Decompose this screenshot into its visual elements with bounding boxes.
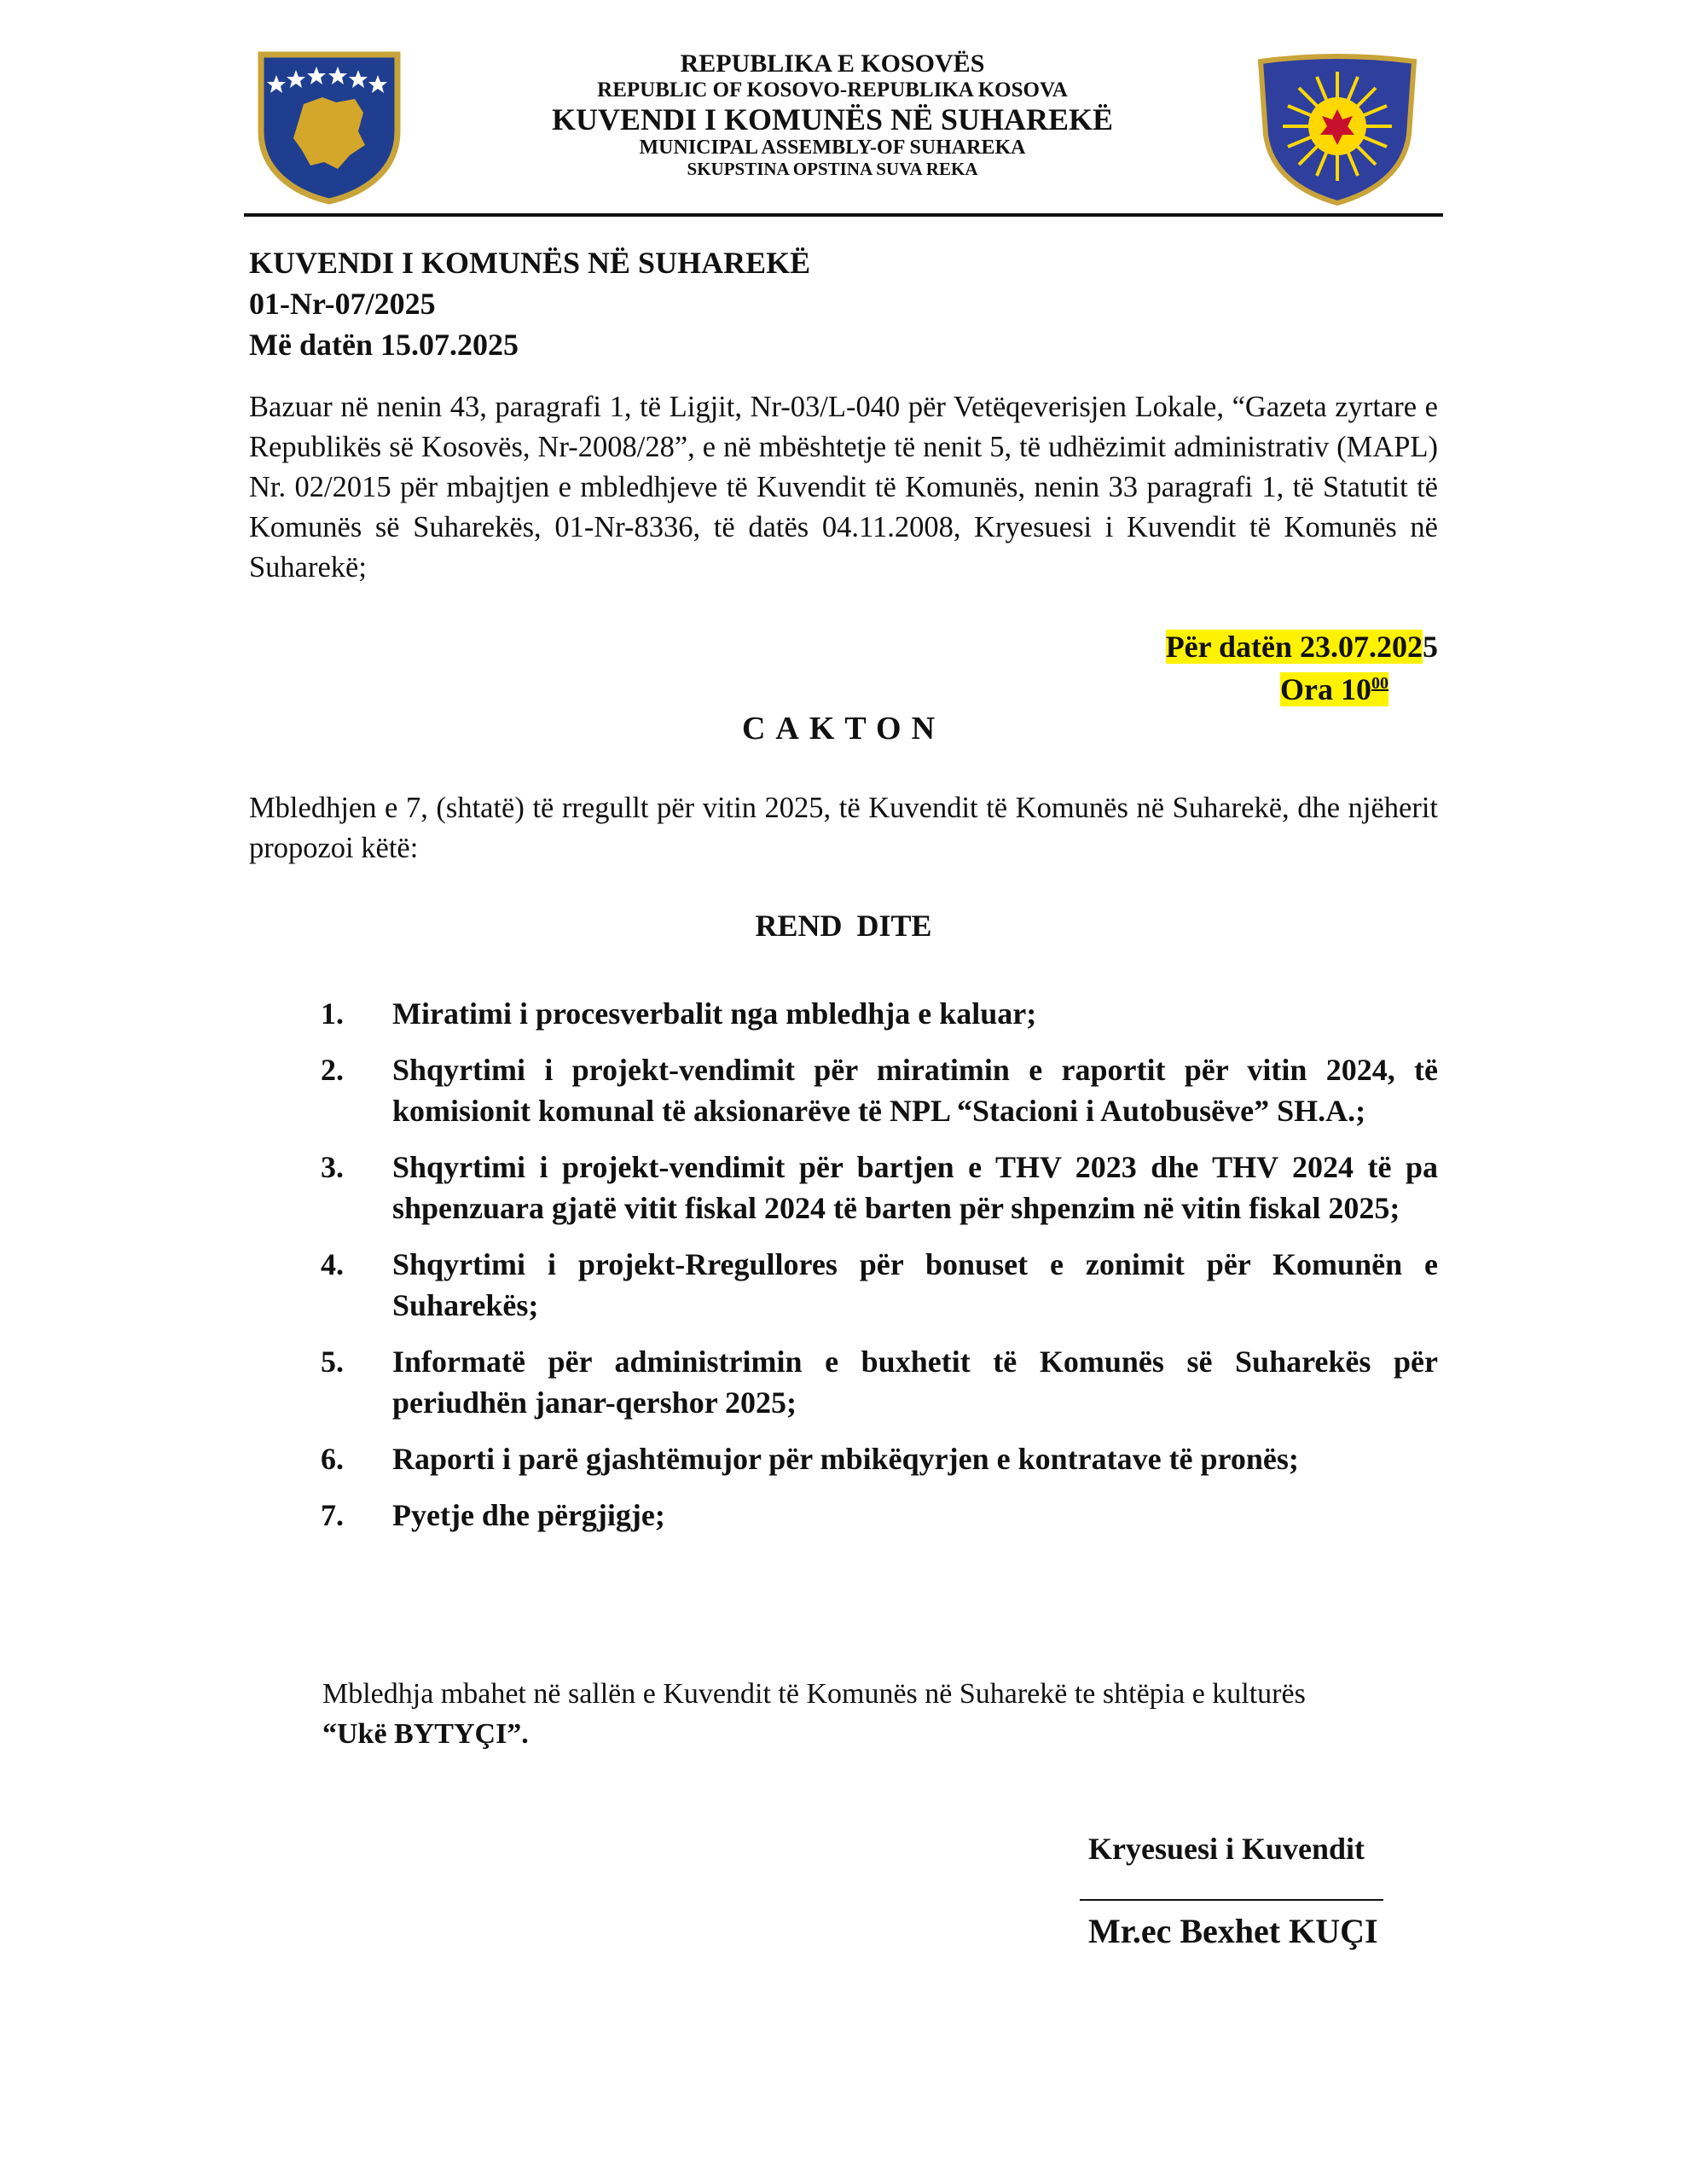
meeting-time-label: Ora 10 xyxy=(1280,672,1371,706)
document-org: KUVENDI I KOMUNËS NË SUHAREKË xyxy=(249,246,811,280)
agenda-item-text: Shqyrtimi i projekt-vendimit për bartjen e THV 2023 dhe THV 2024 të pa shpenzuara gjatë vitit fiskal 2024 të barten për shpenzim në vitin fiskal 2025; xyxy=(392,1150,1438,1225)
header-line-republic: REPUBLIKA E KOSOVËS xyxy=(680,49,985,78)
agenda-item-text: Shqyrtimi i projekt-Rregullores për bonuset e zonimit për Komunën e Suharekës; xyxy=(392,1247,1438,1322)
meeting-time xyxy=(1280,671,1388,707)
suhareka-municipal-emblem-icon xyxy=(1254,53,1421,208)
convene-paragraph: Mbledhjen e 7, (shtatë) të rregullt për vitin 2025, të Kuvendit të Komunës në Suharekë, dhe njëherit propozoi këtë: xyxy=(249,792,1438,864)
agenda-item-text: Miratimi i procesverbalit nga mbledhja e kaluar; xyxy=(392,996,1037,1031)
meeting-time-minutes: 00 xyxy=(1371,674,1388,693)
document-date: Më datën 15.07.2025 xyxy=(249,328,519,362)
agenda-item xyxy=(321,993,1438,1034)
agenda-item xyxy=(321,1049,1438,1131)
header-divider xyxy=(244,213,1443,217)
document-reference: 01-Nr-07/2025 xyxy=(249,287,436,321)
agenda-item-text: Pyetje dhe përgjigje; xyxy=(392,1498,665,1532)
venue-note xyxy=(322,1674,1438,1754)
header-line-republic-en: REPUBLIC OF KOSOVO-REPUBLIKA KOSOVA xyxy=(597,78,1068,102)
agenda-item xyxy=(321,1244,1438,1326)
agenda-item-number: 4. xyxy=(321,1247,344,1281)
agenda-item-number: 2. xyxy=(321,1053,344,1087)
agenda-item xyxy=(321,1341,1438,1423)
agenda-title: REND DITE xyxy=(755,909,932,943)
agenda-item-text: Informatë për administrimin e buxhetit të Komunës së Suharekës për periudhën janar-qershor 2025; xyxy=(392,1345,1438,1420)
agenda-item-number: 1. xyxy=(321,996,344,1031)
meeting-date xyxy=(1166,629,1438,665)
signatory-title: Kryesuesi i Kuvendit xyxy=(1088,1832,1365,1866)
signature-line xyxy=(1080,1899,1383,1901)
header-line-assembly: KUVENDI I KOMUNËS NË SUHAREKË xyxy=(551,102,1114,136)
agenda-list xyxy=(321,993,1438,1551)
document-heading xyxy=(249,242,810,365)
agenda-item-text: Raporti i parë gjashtëmujor për mbikëqyrjen e kontratave të pronës; xyxy=(392,1442,1299,1476)
signatory-name: Mr.ec Bexhet KUÇI xyxy=(1088,1912,1378,1950)
venue-text: Mbledhja mbahet në sallën e Kuvendit të Komunës në Suharekë te shtëpia e kulturës xyxy=(322,1678,1306,1710)
agenda-item xyxy=(321,1147,1438,1228)
header-line-assembly-en: MUNICIPAL ASSEMBLY-OF SUHAREKA xyxy=(639,136,1026,159)
meeting-date-tail: 5 xyxy=(1423,630,1438,664)
legal-basis-paragraph: Bazuar në nenin 43, paragrafi 1, të Ligjit, Nr-03/L-040 për Vetëqeverisjen Lokale, “Gazeta zyrtare e Republikës së Kosovës, Nr-2008/28”, e në mbështetje të nenit 5, të udhëzimit administrativ (MAPL) Nr. 02/2015 për mbajtjen e mbledhjeve të Kuvendit të Komunës, nenin 33 paragrafi 1, të Statutit të Komunës së Suharekës, 01-Nr-8336, të datës 04.11.2008, Kryesuesi i Kuvendit të Komunës në Suharekë; xyxy=(249,391,1438,584)
agenda-item-number: 3. xyxy=(321,1150,344,1184)
header-line-assembly-sr: SKUPSTINA OPSTINA SUVA REKA xyxy=(687,158,978,179)
kosovo-coat-of-arms-icon xyxy=(256,49,403,205)
agenda-item-text: Shqyrtimi i projekt-vendimit për miratimin e raportit për vitin 2024, të komisionit komunal të aksionarëve të NPL “Stacioni i Autobusëve” SH.A.; xyxy=(392,1053,1438,1128)
agenda-item xyxy=(321,1438,1438,1479)
decision-caption: CAKTON xyxy=(741,711,946,746)
venue-name: “Ukë BYTYÇI”. xyxy=(322,1718,529,1750)
agenda-item-number: 5. xyxy=(321,1345,344,1379)
agenda-item-number: 7. xyxy=(321,1498,344,1532)
agenda-item-number: 6. xyxy=(321,1442,344,1476)
meeting-date-highlighted: Për datën 23.07.202 xyxy=(1165,630,1423,664)
agenda-item xyxy=(321,1495,1438,1536)
letterhead xyxy=(443,49,1221,179)
